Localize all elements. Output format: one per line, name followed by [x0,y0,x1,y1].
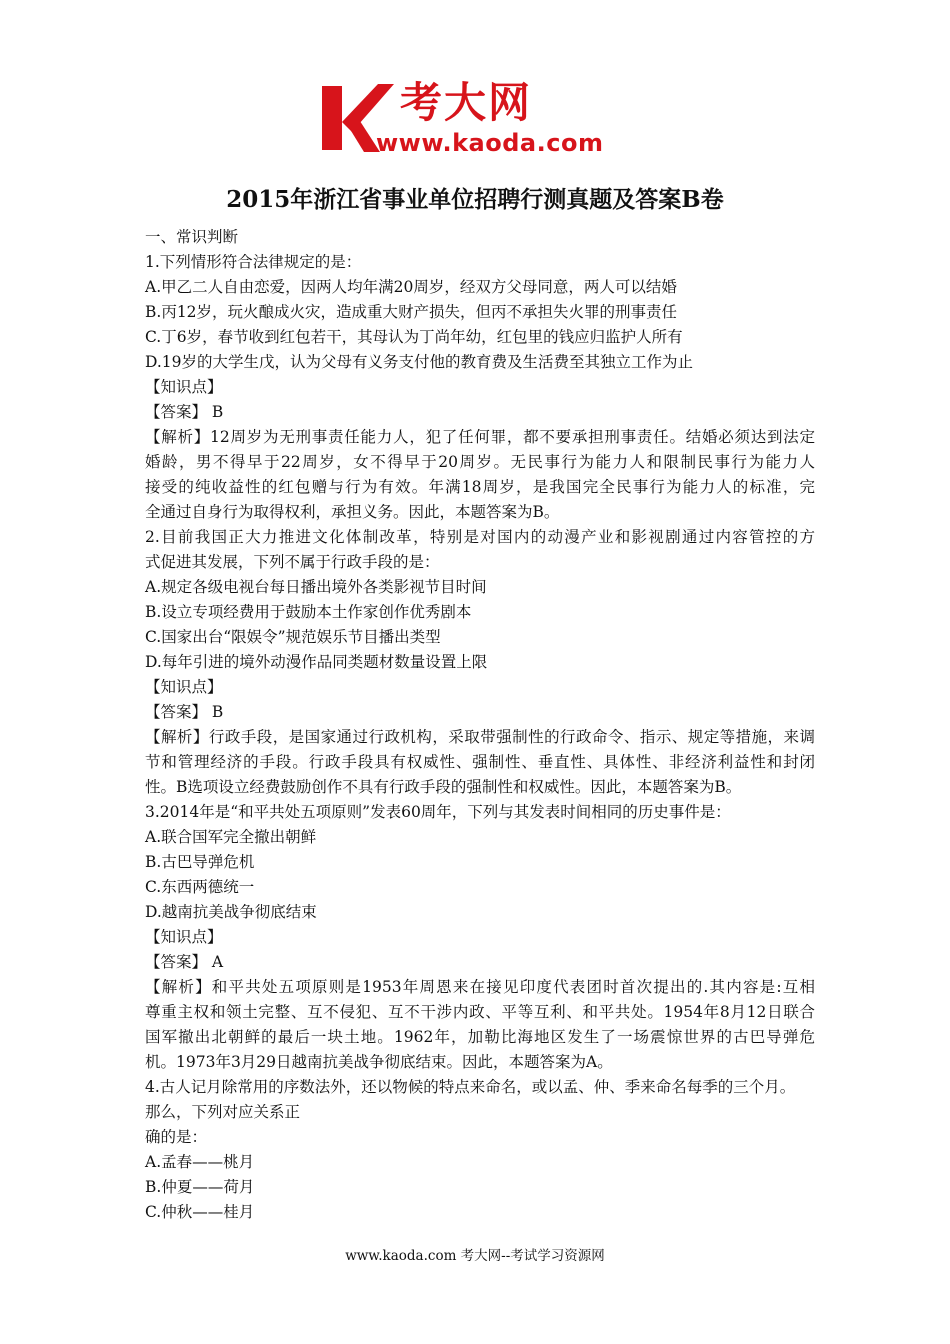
document-title: 2015年浙江省事业单位招聘行测真题及答案B卷 [226,186,724,213]
question-4-option-a: A.孟春——桃月 [145,1153,255,1171]
question-1-analysis-line: 全通过自身行为取得权利，承担义务。因此，本题答案为B。 [145,503,560,521]
question-3-option-b: B.古巴导弹危机 [145,853,255,871]
question-2-analysis-line: 【解析】行政手段，是国家通过行政机构，采取带强制性的行政命令、指示、规定等措施，来调 [145,728,815,746]
question-1-analysis-line: 【解析】12周岁为无刑事责任能力人，犯了任何罪，都不要承担刑事责任。结婚必须达到法定 [145,428,815,446]
question-4-option-b: B.仲夏——荷月 [145,1178,255,1196]
question-3-analysis-line: 机。1973年3月29日越南抗美战争彻底结束。因此，本题答案为A。 [145,1053,613,1071]
question-1-knowledge-point: 【知识点】 [145,378,223,396]
question-2-analysis-line: 性。B选项设立经费鼓励创作不具有行政手段的强制性和权威性。因此，本题答案为B。 [145,778,742,796]
question-1-analysis-line: 婚龄，男不得早于22周岁，女不得早于20周岁。无民事行为能力人和限制民事行为能力人 [145,453,815,471]
question-3-option-a: A.联合国军完全撤出朝鲜 [145,828,317,846]
question-2-stem: 2.目前我国正大力推进文化体制改革，特别是对国内的动漫产业和影视剧通过内容管控的方 [145,528,815,546]
section-heading: 一、常识判断 [145,228,239,246]
question-3-analysis-line: 国军撤出北朝鲜的最后一块土地。1962年，加勒比海地区发生了一场震惊世界的古巴导弹危 [145,1028,815,1046]
question-2-knowledge-point: 【知识点】 [145,678,223,696]
question-2-option-b: B.设立专项经费用于鼓励本土作家创作优秀剧本 [145,603,472,621]
question-1-stem: 1.下列情形符合法律规定的是： [145,253,362,271]
page-footer: www.kaoda.com 考大网--考试学习资源网 [345,1248,605,1264]
document-body [145,225,815,1225]
question-3-analysis-line: 尊重主权和领土完整、互不侵犯、互不干涉内政、平等互利、和平共处。1954年8月12日联合 [145,1003,815,1021]
question-4-stem: 确的是： [145,1128,208,1146]
question-1-option-a: A.甲乙二人自由恋爱，因两人均年满20周岁，经双方父母同意，两人可以结婚 [145,278,677,296]
logo-brand-url: www.kaoda.com [376,129,604,157]
question-2-option-c: C.国家出台“限娱令”规范娱乐节目播出类型 [145,628,441,646]
question-2-stem: 式促进其发展，下列不属于行政手段的是： [145,553,440,571]
question-3-option-d: D.越南抗美战争彻底结束 [145,903,317,921]
question-3-stem: 3.2014年是“和平共处五项原则”发表60周年，下列与其发表时间相同的历史事件是： [145,803,731,821]
logo-brand-name: 考大网 [400,78,533,127]
kaoda-logo [318,78,638,162]
question-4-stem: 那么，下列对应关系正 [145,1103,301,1121]
question-4-option-c: C.仲秋——桂月 [145,1203,255,1221]
question-3-option-c: C.东西两德统一 [145,878,255,896]
question-1-option-c: C.丁6岁，春节收到红包若干，其母认为丁尚年幼，红包里的钱应归监护人所有 [145,328,683,346]
question-1-option-d: D.19岁的大学生戊，认为父母有义务支付他的教育费及生活费至其独立工作为止 [145,353,694,371]
question-3-knowledge-point: 【知识点】 [145,928,223,946]
question-4-stem: 4.古人记月除常用的序数法外，还以物候的特点来命名，或以孟、仲、季来命名每季的三个月。 [145,1078,796,1096]
question-2-option-a: A.规定各级电视台每日播出境外各类影视节目时间 [145,578,487,596]
question-3-answer: 【答案】 A [145,953,224,971]
question-3-analysis-line: 【解析】和平共处五项原则是1953年周恩来在接见印度代表团时首次提出的.其内容是:互相 [145,978,815,996]
question-1-answer: 【答案】 B [145,403,224,421]
question-2-option-d: D.每年引进的境外动漫作品同类题材数量设置上限 [145,653,488,671]
question-2-answer: 【答案】 B [145,703,224,721]
question-2-analysis-line: 节和管理经济的手段。行政手段具有权威性、强制性、垂直性、具体性、非经济利益性和封闭 [145,753,815,771]
question-1-option-b: B.丙12岁，玩火酿成火灾，造成重大财产损失，但丙不承担失火罪的刑事责任 [145,303,678,321]
question-1-analysis-line: 接受的纯收益性的红包赠与行为有效。年满18周岁，是我国完全民事行为能力人的标准，完 [145,478,815,496]
